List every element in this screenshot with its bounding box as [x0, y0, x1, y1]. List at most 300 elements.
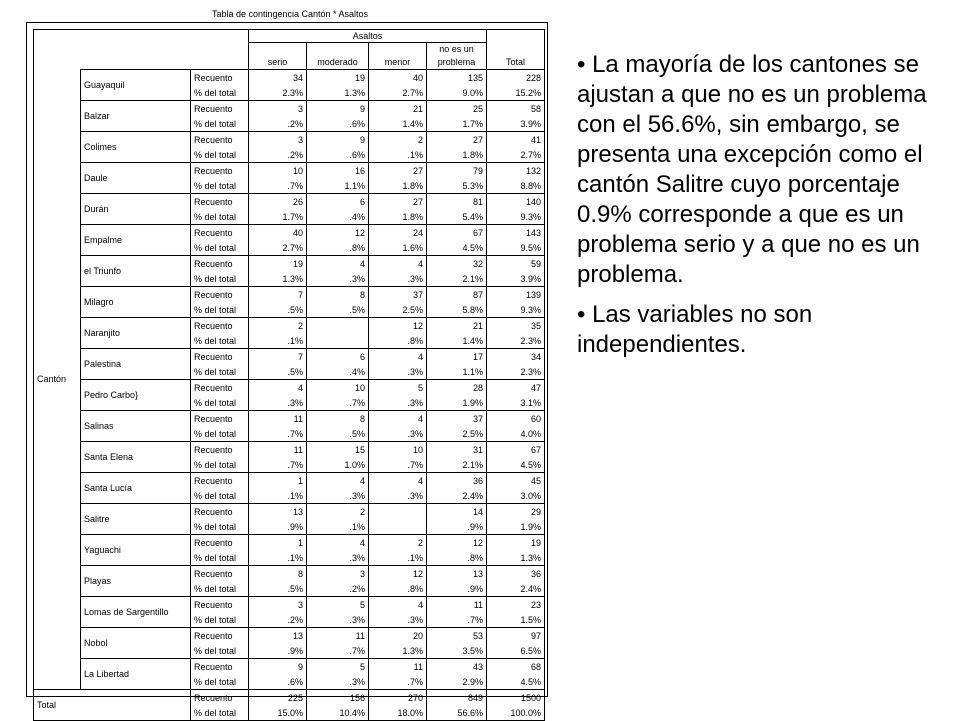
canton-name: Nobol	[81, 628, 191, 659]
group-header: Asaltos	[249, 30, 487, 43]
percent-cell: .3%	[307, 674, 369, 690]
column-header: menor	[369, 55, 427, 70]
count-cell: 34	[487, 349, 545, 365]
percent-cell: 1.4%	[369, 116, 427, 132]
count-cell: 12	[427, 535, 487, 551]
percent-cell: .9%	[427, 581, 487, 597]
count-cell: 1	[249, 473, 307, 489]
count-cell: 228	[487, 70, 545, 86]
percent-cell: .9%	[249, 643, 307, 659]
percent-cell: 1.3%	[487, 550, 545, 566]
percent-cell: 18.0%	[369, 705, 427, 721]
count-cell: 58	[487, 101, 545, 117]
count-cell: 37	[369, 287, 427, 303]
statistic-label: Recuento	[191, 70, 249, 86]
count-cell: 4	[307, 535, 369, 551]
statistic-label: % del total	[191, 705, 249, 721]
percent-cell: .3%	[369, 271, 427, 287]
percent-cell: .8%	[369, 581, 427, 597]
statistic-label: Recuento	[191, 628, 249, 644]
percent-cell: 9.3%	[487, 302, 545, 318]
canton-name: Playas	[81, 566, 191, 597]
count-cell: 2	[307, 504, 369, 520]
statistic-label: % del total	[191, 395, 249, 411]
percent-cell: .6%	[307, 116, 369, 132]
canton-name: Palestina	[81, 349, 191, 380]
percent-cell: .4%	[307, 209, 369, 225]
percent-cell: 9.5%	[487, 240, 545, 256]
count-cell: 19	[307, 70, 369, 86]
percent-cell: 3.9%	[487, 271, 545, 287]
percent-cell: 15.0%	[249, 705, 307, 721]
statistic-label: Recuento	[191, 132, 249, 148]
column-header: moderado	[307, 55, 369, 70]
table-row	[34, 442, 545, 458]
count-cell: 10	[369, 442, 427, 458]
count-cell: 7	[249, 349, 307, 365]
percent-cell: .2%	[249, 116, 307, 132]
count-cell: 31	[427, 442, 487, 458]
percent-cell: .3%	[369, 395, 427, 411]
percent-cell: .7%	[249, 178, 307, 194]
table-row	[34, 659, 545, 675]
percent-cell: 2.1%	[427, 457, 487, 473]
percent-cell: 2.3%	[487, 364, 545, 380]
bullet-2: • Las variables no son independientes.	[577, 301, 813, 358]
count-cell: 37	[427, 411, 487, 427]
count-cell: 143	[487, 225, 545, 241]
percent-cell: .1%	[249, 333, 307, 349]
statistic-label: Recuento	[191, 101, 249, 117]
canton-name: Colimes	[81, 132, 191, 163]
count-cell	[369, 504, 427, 520]
statistic-label: % del total	[191, 488, 249, 504]
percent-cell	[307, 333, 369, 349]
percent-cell: 2.7%	[249, 240, 307, 256]
commentary	[577, 50, 955, 370]
count-cell: 21	[427, 318, 487, 334]
percent-cell: 2.3%	[249, 85, 307, 101]
percent-cell: .3%	[307, 550, 369, 566]
count-cell: 7	[249, 287, 307, 303]
statistic-label: % del total	[191, 519, 249, 535]
statistic-label: % del total	[191, 612, 249, 628]
percent-cell: .2%	[249, 147, 307, 163]
statistic-label: Recuento	[191, 194, 249, 210]
percent-cell: 3.5%	[427, 643, 487, 659]
count-cell: 3	[249, 132, 307, 148]
percent-cell: .3%	[307, 271, 369, 287]
count-cell: 53	[427, 628, 487, 644]
table-row	[34, 287, 545, 303]
count-cell: 132	[487, 163, 545, 179]
statistic-label: % del total	[191, 116, 249, 132]
count-cell: 8	[307, 411, 369, 427]
count-cell: 19	[487, 535, 545, 551]
canton-name: Yaguachi	[81, 535, 191, 566]
canton-name: Durán	[81, 194, 191, 225]
percent-cell: 1.8%	[369, 209, 427, 225]
statistic-label: Recuento	[191, 597, 249, 613]
percent-cell: .3%	[369, 426, 427, 442]
statistic-label: Recuento	[191, 163, 249, 179]
canton-name: Balzar	[81, 101, 191, 132]
header-row	[34, 30, 545, 43]
percent-cell: 100.0%	[487, 705, 545, 721]
count-cell: 6	[307, 194, 369, 210]
table-row	[34, 70, 545, 86]
count-cell: 27	[427, 132, 487, 148]
statistic-label: % del total	[191, 85, 249, 101]
percent-cell: .1%	[369, 147, 427, 163]
percent-cell: 1.0%	[307, 457, 369, 473]
count-cell: 4	[369, 349, 427, 365]
statistic-label: % del total	[191, 271, 249, 287]
count-cell: 13	[249, 504, 307, 520]
table-caption: Tabla de contingencia Cantón * Asaltos	[211, 9, 369, 19]
statistic-label: Recuento	[191, 442, 249, 458]
percent-cell: 2.4%	[487, 581, 545, 597]
count-cell: 8	[249, 566, 307, 582]
percent-cell: .5%	[307, 426, 369, 442]
percent-cell: 5.3%	[427, 178, 487, 194]
percent-cell: 2.5%	[427, 426, 487, 442]
count-cell: 13	[249, 628, 307, 644]
count-cell: 16	[307, 163, 369, 179]
count-cell: 140	[487, 194, 545, 210]
percent-cell: 4.5%	[427, 240, 487, 256]
statistic-label: Recuento	[191, 349, 249, 365]
count-cell: 1500	[487, 690, 545, 706]
percent-cell: .2%	[249, 612, 307, 628]
table-row	[34, 194, 545, 210]
table-row	[34, 566, 545, 582]
count-cell: 25	[427, 101, 487, 117]
column-header	[249, 43, 307, 56]
canton-name: el Triunfo	[81, 256, 191, 287]
count-cell: 67	[487, 442, 545, 458]
statistic-label: Recuento	[191, 380, 249, 396]
percent-cell: .7%	[307, 395, 369, 411]
count-cell: 270	[369, 690, 427, 706]
canton-name: Santa Lucía	[81, 473, 191, 504]
percent-cell: .3%	[307, 488, 369, 504]
count-cell: 14	[427, 504, 487, 520]
statistic-label: Recuento	[191, 690, 249, 706]
percent-cell: 1.9%	[427, 395, 487, 411]
count-cell: 9	[249, 659, 307, 675]
statistic-label: % del total	[191, 457, 249, 473]
table-row	[34, 256, 545, 272]
count-cell: 3	[249, 597, 307, 613]
percent-cell: .7%	[249, 426, 307, 442]
count-cell	[307, 318, 369, 334]
percent-cell: 1.8%	[427, 147, 487, 163]
count-cell: 6	[307, 349, 369, 365]
statistic-label: % del total	[191, 147, 249, 163]
table-row	[34, 318, 545, 334]
percent-cell: .1%	[307, 519, 369, 535]
percent-cell: 10.4%	[307, 705, 369, 721]
percent-cell: 1.8%	[369, 178, 427, 194]
percent-cell: 2.9%	[427, 674, 487, 690]
count-cell: 47	[487, 380, 545, 396]
canton-name: Pedro Carbo}	[81, 380, 191, 411]
count-cell: 4	[369, 256, 427, 272]
percent-cell: .9%	[249, 519, 307, 535]
count-cell: 12	[307, 225, 369, 241]
statistic-label: Recuento	[191, 473, 249, 489]
canton-name: Daule	[81, 163, 191, 194]
percent-cell: 3.9%	[487, 116, 545, 132]
count-cell: 12	[369, 318, 427, 334]
statistic-label: Recuento	[191, 504, 249, 520]
percent-cell: 2.1%	[427, 271, 487, 287]
count-cell: 43	[427, 659, 487, 675]
count-cell: 5	[307, 659, 369, 675]
percent-cell: .3%	[369, 364, 427, 380]
table-row	[34, 101, 545, 117]
table-row	[34, 349, 545, 365]
count-cell: 60	[487, 411, 545, 427]
column-header: serio	[249, 55, 307, 70]
percent-cell: 56.6%	[427, 705, 487, 721]
count-cell: 9	[307, 101, 369, 117]
percent-cell: 1.5%	[487, 612, 545, 628]
statistic-label: % del total	[191, 550, 249, 566]
percent-cell: 1.3%	[307, 85, 369, 101]
count-cell: 17	[427, 349, 487, 365]
percent-cell: 5.4%	[427, 209, 487, 225]
percent-cell: 4.0%	[487, 426, 545, 442]
percent-cell: .5%	[307, 302, 369, 318]
canton-name: Salinas	[81, 411, 191, 442]
total-label: Total	[34, 690, 191, 721]
count-cell: 849	[427, 690, 487, 706]
count-cell: 27	[369, 163, 427, 179]
percent-cell: .5%	[249, 581, 307, 597]
count-cell: 23	[487, 597, 545, 613]
table-row	[34, 163, 545, 179]
count-cell: 4	[369, 473, 427, 489]
count-cell: 32	[427, 256, 487, 272]
count-cell: 4	[249, 380, 307, 396]
percent-cell: .3%	[369, 612, 427, 628]
percent-cell: 1.4%	[427, 333, 487, 349]
count-cell: 79	[427, 163, 487, 179]
percent-cell: .3%	[369, 488, 427, 504]
statistic-label: Recuento	[191, 318, 249, 334]
percent-cell: 9.0%	[427, 85, 487, 101]
count-cell: 27	[369, 194, 427, 210]
statistic-label: % del total	[191, 240, 249, 256]
count-cell: 68	[487, 659, 545, 675]
percent-cell: 4.5%	[487, 457, 545, 473]
percent-cell: 3.1%	[487, 395, 545, 411]
percent-cell: .7%	[307, 643, 369, 659]
statistic-label: Recuento	[191, 225, 249, 241]
count-cell: 3	[249, 101, 307, 117]
column-header: no es un	[427, 43, 487, 56]
statistic-label: Recuento	[191, 256, 249, 272]
contingency-table	[33, 29, 545, 721]
count-cell: 4	[369, 597, 427, 613]
count-cell: 1	[249, 535, 307, 551]
count-cell: 4	[307, 256, 369, 272]
canton-name: Guayaquil	[81, 70, 191, 101]
count-cell: 59	[487, 256, 545, 272]
count-cell: 11	[427, 597, 487, 613]
percent-cell: .5%	[249, 302, 307, 318]
statistic-label: Recuento	[191, 566, 249, 582]
count-cell: 87	[427, 287, 487, 303]
table-row	[34, 132, 545, 148]
percent-cell: 1.3%	[369, 643, 427, 659]
table-row	[34, 535, 545, 551]
statistic-label: % del total	[191, 364, 249, 380]
count-cell: 21	[369, 101, 427, 117]
statistic-label: % del total	[191, 209, 249, 225]
count-cell: 3	[307, 566, 369, 582]
statistic-label: % del total	[191, 178, 249, 194]
statistic-label: % del total	[191, 643, 249, 659]
count-cell: 2	[249, 318, 307, 334]
percent-cell: .6%	[307, 147, 369, 163]
count-cell: 225	[249, 690, 307, 706]
percent-cell: 2.4%	[427, 488, 487, 504]
count-cell: 40	[369, 70, 427, 86]
header-blank	[487, 30, 545, 43]
table-row	[34, 690, 545, 706]
percent-cell: .8%	[307, 240, 369, 256]
percent-cell: 5.8%	[427, 302, 487, 318]
table-row	[34, 380, 545, 396]
statistic-label: % del total	[191, 674, 249, 690]
percent-cell: .1%	[249, 488, 307, 504]
percent-cell: 1.3%	[249, 271, 307, 287]
count-cell: 135	[427, 70, 487, 86]
canton-name: Empalme	[81, 225, 191, 256]
canton-name: La Libertad	[81, 659, 191, 690]
percent-cell: .1%	[369, 550, 427, 566]
percent-cell	[369, 519, 427, 535]
row-variable-label: Cantón	[37, 374, 67, 385]
canton-name: Lomas de Sargentillo	[81, 597, 191, 628]
count-cell: 67	[427, 225, 487, 241]
percent-cell: .8%	[369, 333, 427, 349]
count-cell: 15	[307, 442, 369, 458]
count-cell: 20	[369, 628, 427, 644]
statistic-label: % del total	[191, 302, 249, 318]
table-row	[34, 628, 545, 644]
count-cell: 41	[487, 132, 545, 148]
count-cell: 10	[249, 163, 307, 179]
canton-name: Santa Elena	[81, 442, 191, 473]
percent-cell: 1.6%	[369, 240, 427, 256]
percent-cell: .6%	[249, 674, 307, 690]
table-row	[34, 473, 545, 489]
percent-cell: 1.9%	[487, 519, 545, 535]
count-cell: 8	[307, 287, 369, 303]
count-cell: 2	[369, 535, 427, 551]
percent-cell: 2.3%	[487, 333, 545, 349]
count-cell: 5	[307, 597, 369, 613]
canton-name: Milagro	[81, 287, 191, 318]
count-cell: 13	[427, 566, 487, 582]
percent-cell: 3.0%	[487, 488, 545, 504]
count-cell: 139	[487, 287, 545, 303]
count-cell: 156	[307, 690, 369, 706]
table-row	[34, 597, 545, 613]
count-cell: 24	[369, 225, 427, 241]
percent-cell: .8%	[427, 550, 487, 566]
percent-cell: 1.7%	[427, 116, 487, 132]
count-cell: 36	[427, 473, 487, 489]
count-cell: 12	[369, 566, 427, 582]
count-cell: 35	[487, 318, 545, 334]
percent-cell: .1%	[249, 550, 307, 566]
column-header: problema	[427, 55, 487, 70]
count-cell: 11	[249, 411, 307, 427]
count-cell: 4	[307, 473, 369, 489]
statistic-label: Recuento	[191, 535, 249, 551]
percent-cell: 2.7%	[369, 85, 427, 101]
count-cell: 11	[249, 442, 307, 458]
count-cell: 2	[369, 132, 427, 148]
percent-cell: .7%	[427, 612, 487, 628]
percent-cell: 8.8%	[487, 178, 545, 194]
count-cell: 28	[427, 380, 487, 396]
count-cell: 26	[249, 194, 307, 210]
statistic-label: Recuento	[191, 411, 249, 427]
percent-cell: .7%	[369, 674, 427, 690]
count-cell: 29	[487, 504, 545, 520]
bullet-1: • La mayoría de los cantones se ajustan a que no es un problema con el 56.6%, sin embargo, se presenta una excepción como el cantón Salitre cuyo porcentaje 0.9% corresponde a que es un problema serio y a que no es un problema.	[577, 51, 927, 288]
count-cell: 11	[307, 628, 369, 644]
column-header	[369, 43, 427, 56]
percent-cell: .3%	[249, 395, 307, 411]
percent-cell: .7%	[369, 457, 427, 473]
count-cell: 5	[369, 380, 427, 396]
column-header	[487, 43, 545, 56]
count-cell: 10	[307, 380, 369, 396]
percent-cell: .9%	[427, 519, 487, 535]
percent-cell: .5%	[249, 364, 307, 380]
count-cell: 40	[249, 225, 307, 241]
canton-name: Naranjito	[81, 318, 191, 349]
percent-cell: .3%	[307, 612, 369, 628]
statistic-label: Recuento	[191, 287, 249, 303]
count-cell: 11	[369, 659, 427, 675]
count-cell: 81	[427, 194, 487, 210]
percent-cell: 15.2%	[487, 85, 545, 101]
column-header	[307, 43, 369, 56]
count-cell: 9	[307, 132, 369, 148]
percent-cell: 1.1%	[427, 364, 487, 380]
contingency-table-frame	[26, 22, 548, 718]
percent-cell: 4.5%	[487, 674, 545, 690]
percent-cell: 1.1%	[307, 178, 369, 194]
count-cell: 4	[369, 411, 427, 427]
canton-name: Salitre	[81, 504, 191, 535]
count-cell: 34	[249, 70, 307, 86]
statistic-label: % del total	[191, 426, 249, 442]
header-blank	[34, 30, 249, 70]
count-cell: 19	[249, 256, 307, 272]
statistic-label: % del total	[191, 333, 249, 349]
percent-cell: .4%	[307, 364, 369, 380]
statistic-label: % del total	[191, 581, 249, 597]
